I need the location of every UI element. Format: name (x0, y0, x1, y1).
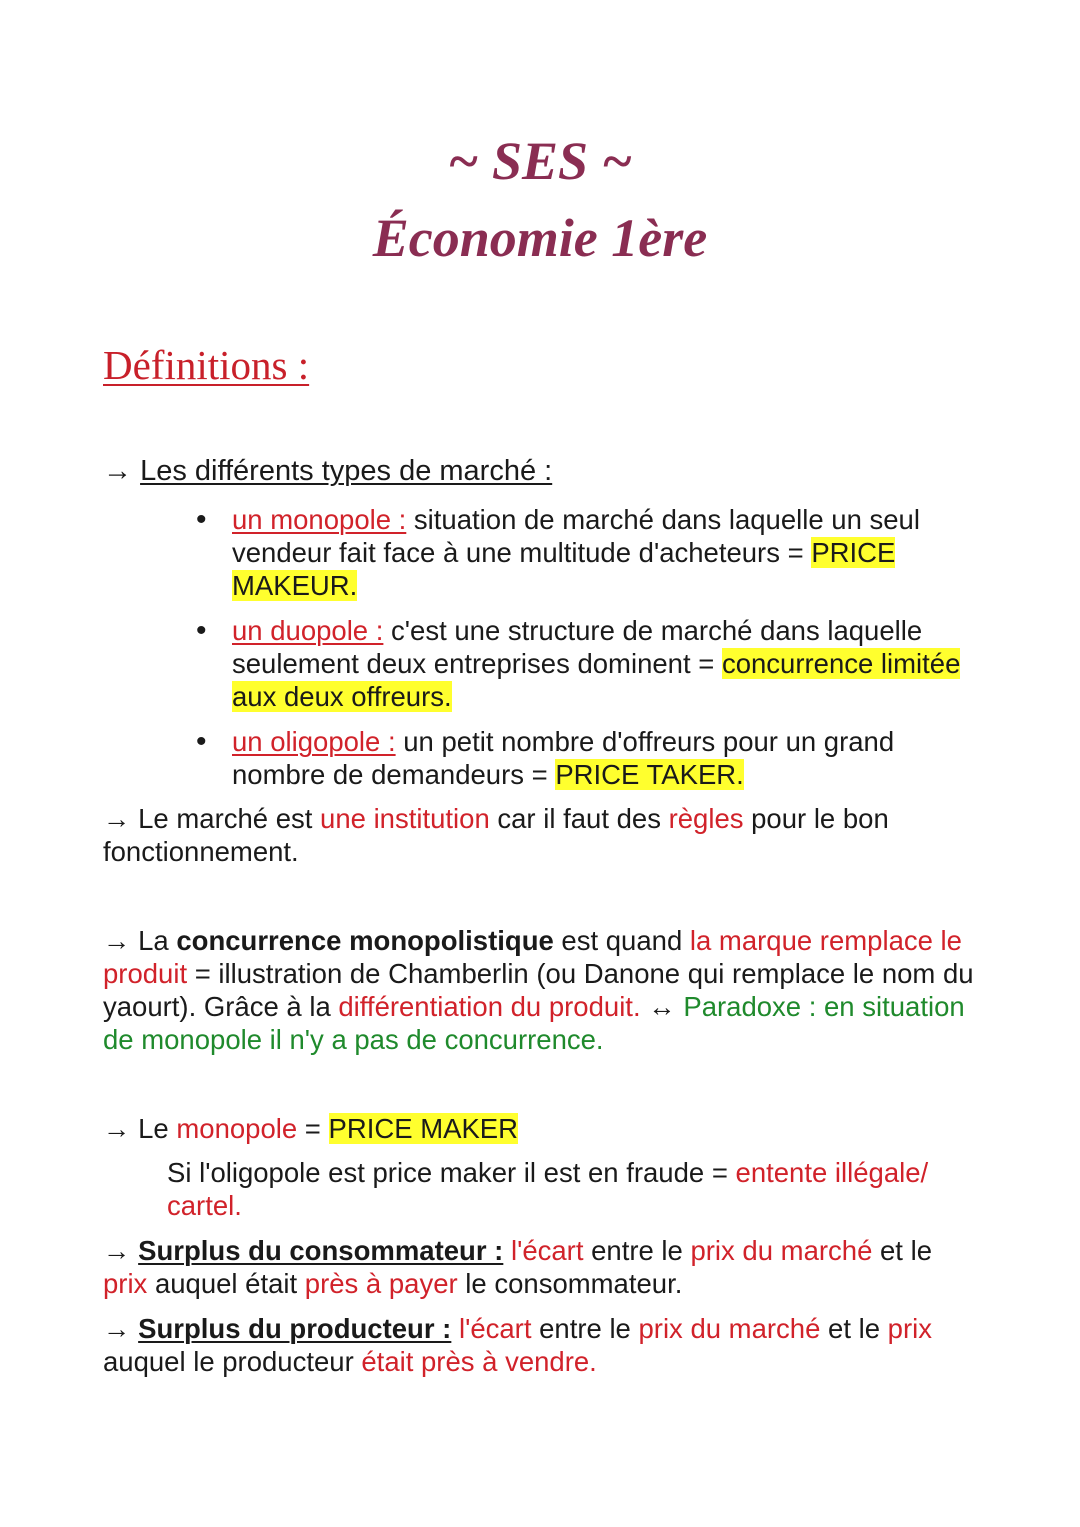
term-monopole: un monopole : (232, 504, 407, 535)
definition-text: un petit nombre d'offreurs pour un grand nombre de demandeurs = (232, 726, 895, 790)
text: = illustration de Chamberlin (ou Danone qui remplace le nom du yaourt). Grâce à la (103, 958, 974, 1022)
green-paradoxe: Paradoxe : en situation de monopole il n'y a pas de concurrence. (103, 991, 965, 1055)
definition-text: situation de marché dans laquelle un seul vendeur fait face à une multitude d'acheteurs = (232, 504, 920, 568)
red-marque-produit: la marque remplace le produit (103, 925, 962, 989)
paragraph-surplus-producteur (103, 1312, 933, 1378)
definition-text: c'est une structure de marché dans laquelle seulement deux entreprises dominent = (232, 615, 923, 679)
text: entre le (583, 1235, 691, 1266)
text: → La (103, 925, 177, 956)
arrow: → (103, 455, 141, 487)
text: auquel était (147, 1268, 305, 1299)
text: → Le (103, 1113, 177, 1144)
red-entente-illegale: entente illégale/ cartel. (167, 1157, 929, 1221)
bullet-icon: • (196, 725, 207, 758)
highlight-price-taker: PRICE TAKER. (555, 759, 744, 790)
list-item-monopole (232, 503, 992, 602)
text: auquel le producteur (103, 1346, 362, 1377)
list-item-oligopole (232, 725, 992, 791)
title-line-2: Économie 1ère (372, 208, 708, 268)
red-prix: prix (887, 1313, 932, 1344)
red-prix: prix (103, 1268, 148, 1299)
red-ecart: l'écart (503, 1235, 584, 1266)
text: est quand (553, 925, 690, 956)
bullet-icon: • (196, 614, 207, 647)
bullet-icon: • (196, 503, 207, 536)
term-duopole: un duopole : (232, 615, 384, 646)
paragraph-monopole (103, 1112, 983, 1145)
red-prix-marche: prix du marché (690, 1235, 873, 1266)
arrow: → (103, 1313, 139, 1344)
text: ↔ (640, 991, 684, 1022)
highlight-price-makeur: PRICE MAKEUR. (232, 537, 896, 601)
text: pour le bon fonctionnement. (103, 803, 889, 867)
arrow: → (103, 1235, 139, 1266)
red-regles: règles (668, 803, 744, 834)
text: entre le (531, 1313, 639, 1344)
text: car il faut des (489, 803, 669, 834)
text: et le (872, 1235, 932, 1266)
term-oligopole: un oligopole : (232, 726, 396, 757)
red-pres-a-vendre: était près à vendre. (361, 1346, 597, 1377)
red-institution: une institution (320, 803, 490, 834)
text: = (297, 1113, 329, 1144)
list-item-duopole (232, 614, 992, 713)
red-monopole: monopole (176, 1113, 298, 1144)
term-surplus-consommateur: Surplus du consommateur : (138, 1235, 504, 1266)
highlight-concurrence-limitee: concurrence limitée aux deux offreurs. (232, 648, 961, 712)
market-types-title: Les différents types de marché : (140, 455, 553, 487)
title-line-1: ~ SES ~ (447, 131, 633, 191)
text: → Le marché est (103, 803, 321, 834)
red-ecart: l'écart (451, 1313, 532, 1344)
paragraph-institution (103, 802, 963, 868)
paragraph-concurrence-monopolistique (103, 924, 983, 1056)
term-surplus-producteur: Surplus du producteur : (138, 1313, 452, 1344)
definitions-heading: Définitions : (103, 342, 310, 388)
red-pres-a-payer: près à payer (304, 1268, 458, 1299)
highlight-price-maker: PRICE MAKER (328, 1113, 518, 1144)
text: et le (820, 1313, 888, 1344)
red-prix-marche: prix du marché (638, 1313, 821, 1344)
text: le consommateur. (457, 1268, 683, 1299)
paragraph-surplus-consommateur (103, 1234, 963, 1300)
bold-concurrence-monopolistique: concurrence monopolistique (176, 925, 554, 956)
paragraph-oligopole-fraude (167, 1156, 997, 1222)
market-types-heading (103, 455, 552, 488)
text: Si l'oligopole est price maker il est en fraude = (167, 1157, 736, 1188)
red-differentiation: différentiation du produit. (338, 991, 641, 1022)
